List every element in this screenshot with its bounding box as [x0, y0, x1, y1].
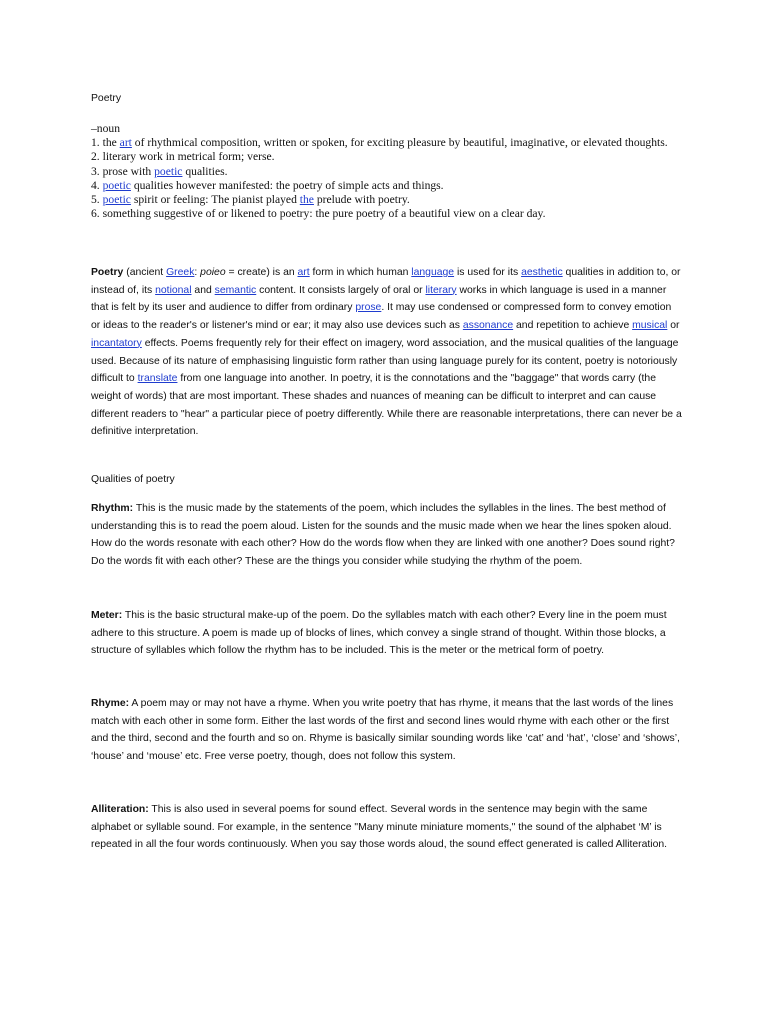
intro-text: works in which language is used in a manner that is felt by its user and audience to differ from ordinary	[91, 284, 667, 314]
intro-text: is used for its	[454, 267, 522, 278]
link-poetic[interactable]: poetic	[102, 178, 131, 192]
link-translate[interactable]: translate	[137, 373, 178, 385]
definition-text: prelude with poetry.	[313, 193, 410, 207]
definition-text: something suggestive of or likened to poetry: the pure poetry of a beautiful view on a clear day.	[99, 207, 546, 221]
intro-text: content. It consists largely of oral or	[256, 284, 426, 296]
link-poetic[interactable]: poetic	[102, 193, 131, 207]
definition-text: spirit or feeling: The pianist played	[130, 193, 300, 207]
link-musical[interactable]: musical	[632, 320, 668, 332]
link-prose[interactable]: prose	[355, 302, 382, 314]
intro-text: form in which human	[309, 267, 412, 278]
intro-text: and	[191, 284, 215, 296]
definition-text: qualities.	[182, 164, 228, 178]
definition-text: prose with	[99, 164, 155, 178]
meter-paragraph	[91, 607, 683, 660]
alliteration-text: This is also used in several poems for sound effect. Several words in the sentence may begin with the same alphabet or syllable sound. For example, in the sentence "Many minute miniature moments," the sound of the alphabet ‘M’ is repeated in all the four words continuously. When you say those words aloud, the sound effect generated is called Alliteration.	[91, 804, 668, 851]
link-poetic[interactable]: poetic	[154, 164, 183, 178]
link-literary[interactable]: literary	[425, 284, 457, 296]
definition-number: 4.	[91, 178, 100, 192]
meter-text: This is the basic structural make-up of the poem. Do the syllables match with each other? Every line in the poem must adhere to this structure. A poem is made up of blocks of lines, which convey a single strand of thought. Within those blocks, a structure of syllables which follow the rhythm has to be included. This is the meter or the metrical form of poetry.	[91, 610, 667, 657]
intro-text: = create) is an	[225, 267, 298, 278]
definition-number: 5.	[91, 193, 100, 207]
intro-text: and repetition to achieve	[513, 320, 633, 332]
link-assonance[interactable]: assonance	[462, 320, 514, 332]
intro-text: . It may use condensed or compressed form to convey emotion or ideas to the reader's or listener's mind or ear; it may also use devices such as	[91, 302, 672, 332]
definition-6	[91, 207, 681, 221]
definition-number: 2.	[91, 150, 100, 164]
rhyme-text: A poem may or may not have a rhyme. When you write poetry that has rhyme, it means that the last words of the lines match with each other in some form. Either the last words of the first and second lines would rhyme with each other or the first and the third, second and the fourth and so on. Rhyme is basically similar sounding words like ‘cat’ and ‘hat’, ‘close’ and ‘shows’, ‘house’ and ‘mouse’ etc. Free verse poetry, though, does not follow this system.	[91, 698, 680, 763]
rhyme-term: Rhyme:	[91, 698, 130, 709]
alliteration-paragraph	[91, 801, 683, 854]
link-art[interactable]: art	[297, 267, 310, 278]
poieo-word: poieo	[200, 267, 226, 278]
rhyme-paragraph	[91, 695, 683, 766]
definition-number: 1.	[91, 136, 100, 150]
section-heading: Qualities of poetry	[91, 474, 175, 485]
definition-text: of rhythmical composition, written or spoken, for exciting pleasure by beautiful, imaginative, or elevated thoughts.	[131, 136, 668, 150]
definition-text: qualities however manifested: the poetry of simple acts and things.	[130, 178, 444, 192]
dictionary-entry	[91, 122, 681, 221]
intro-text: from one language into another. In poetry, it is the connotations and the "baggage" that words carry (the weight of words) that are most important. These shades and nuances of meaning can be difficult to interpret and can cause different readers to "hear" a particular piece of poetry differently. While there are reasonable interpretations, there can never be a definitive interpretation.	[91, 373, 682, 438]
page-title: Poetry	[91, 93, 122, 104]
intro-term: Poetry	[91, 267, 124, 278]
link-incantatory[interactable]: incantatory	[91, 337, 142, 349]
intro-text: or	[667, 320, 680, 332]
rhythm-paragraph	[91, 500, 683, 571]
intro-text: (ancient	[123, 267, 167, 278]
definition-number: 3.	[91, 164, 100, 178]
part-of-speech: –noun	[91, 122, 120, 135]
intro-text: :	[194, 267, 201, 278]
definition-5	[91, 193, 681, 207]
link-art[interactable]: art	[119, 136, 132, 150]
definition-text: literary work in metrical form; verse.	[99, 150, 275, 164]
rhythm-term: Rhythm:	[91, 503, 134, 514]
intro-paragraph	[91, 264, 683, 441]
intro-text: qualities in addition to, or instead of, its	[91, 267, 681, 296]
definition-3	[91, 165, 681, 179]
definition-2	[91, 150, 681, 164]
intro-text: effects. Poems frequently rely for their effect on imagery, word association, and the musical qualities of the language used. Because of its nature of emphasising linguistic form rather than using language purely for its content, poetry is notoriously difficult to	[91, 337, 679, 385]
rhythm-text: This is the music made by the statements of the poem, which includes the syllables in the lines. The best method of understanding this is to read the poem aloud. Listen for the sounds and the music made when we hear the lines spoken aloud. How do the words resonate with each other? How do the words flow when they are linked with one another? Does sound right? Do the words fit with each other? These are the things you consider while studying the rhythm of the poem.	[91, 503, 675, 568]
definition-4	[91, 179, 681, 193]
alliteration-term: Alliteration:	[91, 804, 149, 815]
link-greek[interactable]: Greek	[166, 267, 195, 278]
meter-term: Meter:	[91, 610, 123, 621]
link-the[interactable]: the	[299, 193, 314, 207]
definition-text: the	[99, 136, 120, 150]
link-aesthetic[interactable]: aesthetic	[521, 267, 563, 278]
link-language[interactable]: language	[411, 267, 455, 278]
link-semantic[interactable]: semantic	[214, 284, 257, 296]
definition-1	[91, 136, 681, 150]
link-notional[interactable]: notional	[155, 284, 192, 296]
definition-number: 6.	[91, 207, 100, 221]
